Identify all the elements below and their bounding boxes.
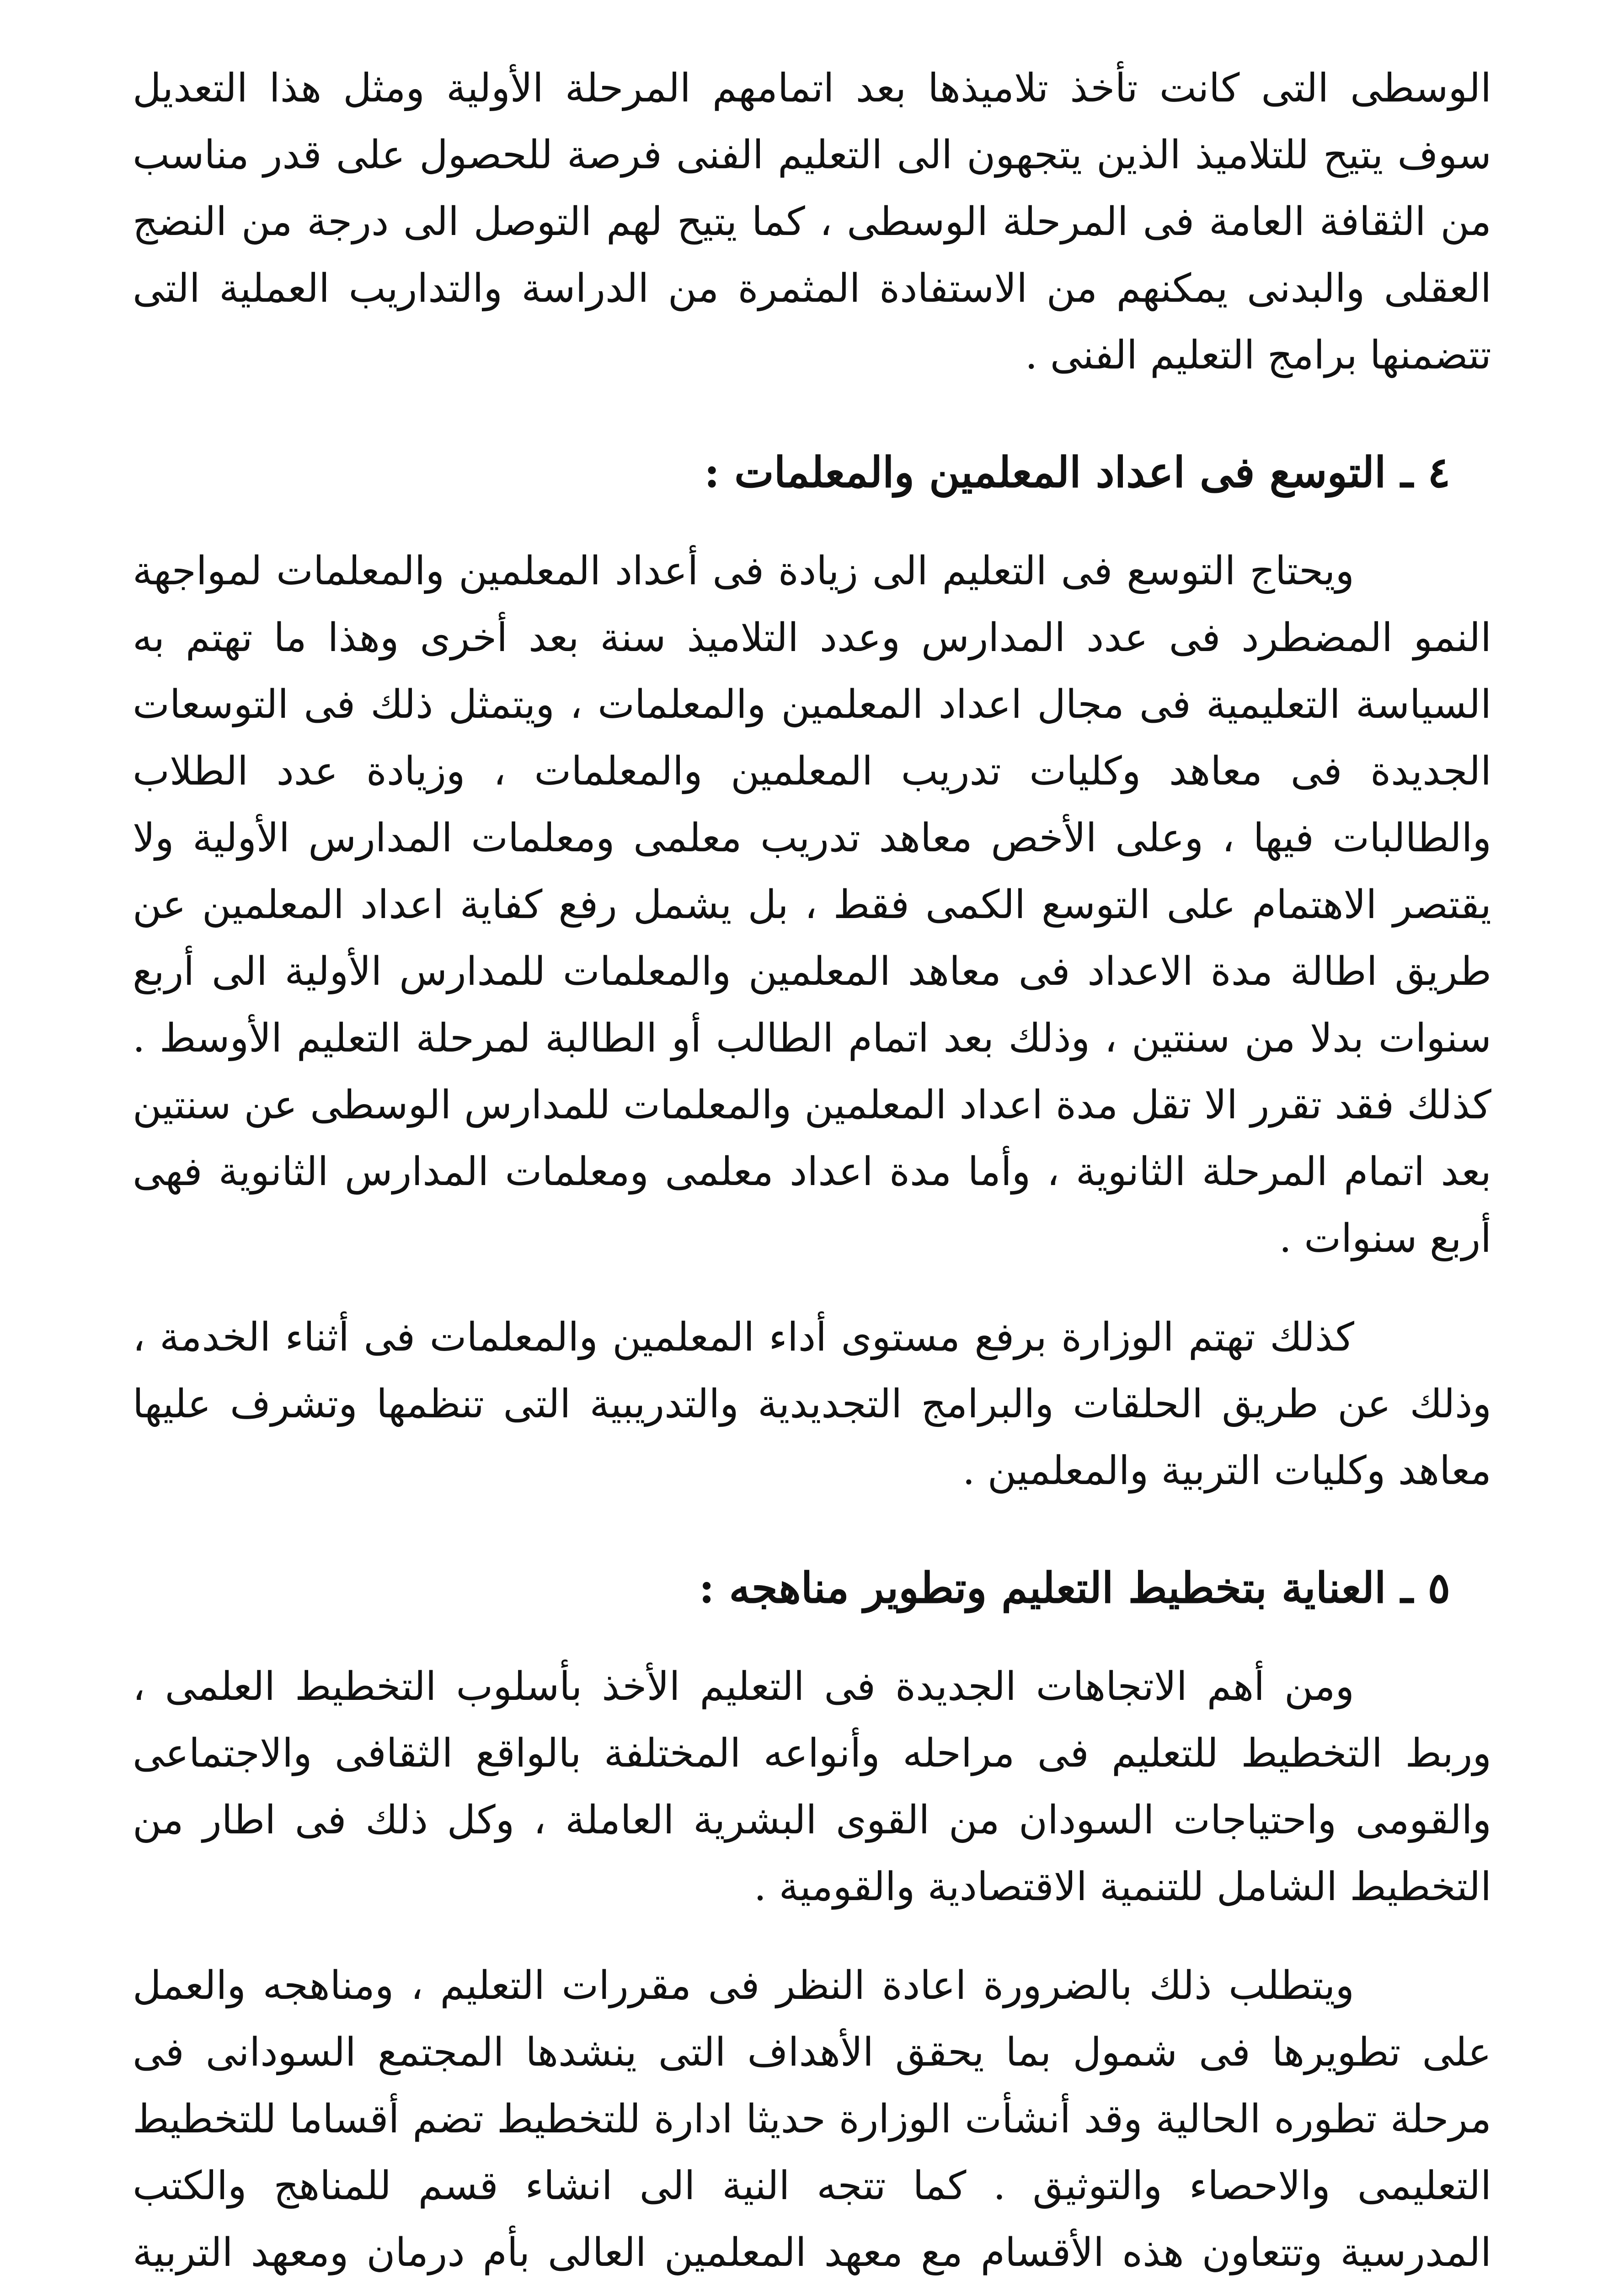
spacer (133, 506, 1491, 538)
paragraph-in-service-training: كذلك تهتم الوزارة برفع مستوى أداء المعلمين والمعلمات فى أثناء الخدمة ، وذلك عن طريق الحلقات والبرامج التجديدية والتدريبية التى تنظمها وتشرف عليها معاهد وكليات التربية والمعلمين . (133, 1314, 1491, 1494)
section-heading-teacher-preparation: ٤ ـ التوسع فى اعداد المعلمين والمعلمات : (704, 448, 1450, 497)
spacer (133, 389, 1491, 439)
page-content (133, 55, 1491, 2286)
paragraph-teacher-expansion: ويحتاج التوسع فى التعليم الى زيادة فى أعداد المعلمين والمعلمات لمواجهة النمو المضطرد فى عدد المدارس وعدد التلاميذ سنة بعد أخرى وهذا ما تهتم به السياسة التعليمية فى مجال اعداد المعلمين والمعلمات ، ويتمثل ذلك فى التوسعات الجديدة فى معاهد وكليات تدريب المعلمين والمعلمات ، وزيادة عدد الطلاب والطالبات فيها ، وعلى الأخص معاهد تدريب معلمى ومعلمات المدارس الأولية ولا يقتصر الاهتمام على التوسع الكمى فقط ، بل يشمل رفع كفاية اعداد المعلمين عن طريق اطالة مدة الاعداد فى معاهد المعلمين والمعلمات للمدارس الأولية الى أربع سنوات بدلا من سنتين ، وذلك بعد اتمام الطالب أو الطالبة لمرحلة التعليم الأوسط . كذلك فقد تقرر الا تقل مدة اعداد المعلمين والمعلمات للمدارس الوسطى عن سنتين بعد اتمام المرحلة الثانوية ، وأما مدة اعداد معلمى ومعلمات المدارس الثانوية فهى أربع سنوات . (133, 548, 1491, 1261)
paragraph-curriculum-review: ويتطلب ذلك بالضرورة اعادة النظر فى مقررات التعليم ، ومناهجه والعمل على تطويرها فى شمول بما يحقق الأهداف التى ينشدها المجتمع السودانى فى مرحلة تطوره الحالية وقد أنشأت الوزارة حديثا ادارة للتخطيط تضم أقساما للتخطيط التعليمى والاحصاء والتوثيق . كما تتجه النية الى انشاء قسم للمناهج والكتب المدرسية وتتعاون هذه الأقسام مع معهد المعلمين العالى بأم درمان ومعهد التربية (133, 1963, 1491, 2275)
spacer (133, 1621, 1491, 1653)
spacer (133, 1504, 1491, 1554)
paragraph-scientific-planning: ومن أهم الاتجاهات الجديدة فى التعليم الأخذ بأسلوب التخطيط العلمى ، وربط التخطيط للتعليم فى مراحله وأنواعه المختلفة بالواقع الثقافى والاجتماعى والقومى واحتياجات السودان من القوى البشرية العاملة ، وكل ذلك فى اطار من التخطيط الشامل للتنمية الاقتصادية والقومية . (133, 1664, 1491, 1910)
paragraph-continuation: الوسطى التى كانت تأخذ تلاميذها بعد اتمامهم المرحلة الأولية ومثل هذا التعديل سوف يتيح للتلاميذ الذين يتجهون الى التعليم الفنى فرصة للحصول على قدر مناسب من الثقافة العامة فى المرحلة الوسطى ، كما يتيح لهم التوصل الى درجة من النضج العقلى والبدنى يمكنهم من الاستفادة المثمرة من الدراسة والتداريب العملية التى تتضمنها برامج التعليم الفنى . (133, 65, 1491, 378)
spacer (133, 1920, 1491, 1952)
spacer (133, 1272, 1491, 1304)
section-heading-education-planning: ٥ ـ العناية بتخطيط التعليم وتطوير مناهجه : (699, 1563, 1450, 1613)
